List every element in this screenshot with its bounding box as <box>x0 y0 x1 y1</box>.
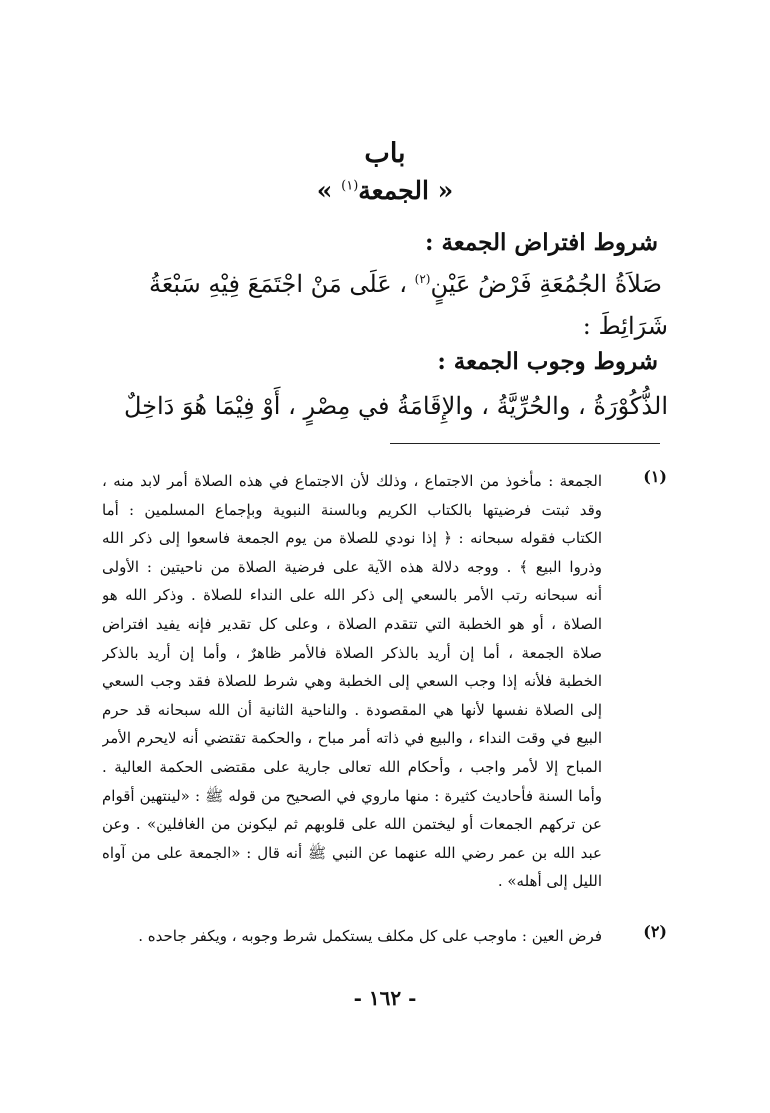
body-text: صَلاَةُ الجُمُعَةِ فَرْضُ عَيْنٍ <box>430 270 662 298</box>
footnote-line: صلاة الجمعة ، أما إن أريد بالذكر الصلاة فالأمر ظاهرٌ ، وأما إن أريد بالذكر <box>102 643 602 662</box>
body-line: شَرَائِطَ : <box>582 312 668 340</box>
footnote-line: المباح إلا لأمر واجب ، وأحكام الله تعالى جارية على مقتضى الحكمة العالية . <box>102 757 602 776</box>
footnote-separator <box>390 443 660 444</box>
footnote-line: فرض العين : ماوجب على كل مكلف يستكمل شرط وجوبه ، ويكفر جاحده . <box>138 927 602 945</box>
body-text: ، عَلَى مَنْ اجْتَمَعَ فِيْهِ سَبْعَةُ <box>148 270 415 298</box>
chapter-title <box>0 176 770 205</box>
footnote <box>102 922 667 952</box>
footnote-line: الليل إلى أهله» . <box>497 872 602 891</box>
footnote-number: (٢) <box>643 922 667 941</box>
footnote <box>102 467 667 917</box>
footnote-line: عن تركهم الجمعات أو ليختمن الله على قلوبهم ثم ليكونن من الغافلين» . وعن <box>102 815 602 834</box>
chapter-title-close: » <box>316 176 342 205</box>
footnote-line: عبد الله بن عمر رضي الله عنهما عن النبي ﷺ أنه قال : «الجمعة على من آواه <box>102 843 602 862</box>
footnote-line: أنه سبحانه رتب الأمر بالسعي إلى ذكر الله على النداء للصلاة . وذكر الله هو <box>102 586 602 605</box>
footnote-number: (١) <box>643 467 667 486</box>
footnote-line: وقد ثبتت فرضيتها بالكتاب الكريم وبالسنة النبوية وبإجماع المسلمين : أما <box>102 500 602 519</box>
footnote-line: الخطبة فلأنه إذا وجب السعي إلى الخطبة وهي شرط للصلاة فقد وجب السعي <box>102 672 602 691</box>
footnote-line: الصلاة ، أو هو الخطبة التي تتقدم الصلاة ، وعلى كل تقدير فإنه يفيد افتراض <box>102 614 602 633</box>
section-heading: شروط افتراض الجمعة : <box>424 229 658 256</box>
body-line <box>149 270 662 298</box>
footnote-marker: (١) <box>341 178 359 194</box>
footnote-line: وذروا البيع ﴾ . ووجه دلالة هذه الآية على فرضية الصلاة من ناحيتين : الأولى <box>102 557 602 576</box>
footnote-text <box>102 922 602 951</box>
footnote-line: الجمعة : مأخوذ من الاجتماع ، وذلك لأن الاجتماع في هذه الصلاة أمر لابد منه ، <box>102 472 602 490</box>
page-number: - ١٦٢ - <box>353 986 417 1010</box>
footnote-line: إلى الصلاة نفسها لأنها هي المقصودة . والناحية الثانية أن الله سبحانه قد حرم <box>102 700 602 719</box>
footnote-text <box>102 467 602 896</box>
footnote-line: وأما السنة فأحاديث كثيرة : منها ماروي في الصحيح من قوله ﷺ : «لينتهين أقوام <box>102 786 602 805</box>
footnote-line: البيع في وقت النداء ، والبيع في ذاته أمر مباح ، والحكمة تقتضي أنه لايحرم الأمر <box>102 729 602 748</box>
chapter-title-text: « الجمعة <box>358 176 454 205</box>
footnote-marker: (٢) <box>414 272 431 286</box>
section-heading: شروط وجوب الجمعة : <box>437 348 658 375</box>
chapter-label: باب <box>364 138 406 169</box>
body-line: الذُّكُوْرَةُ ، والحُرِّيَّةُ ، والإِقَامَةُ في مِصْرٍ ، أَوْ فِيْمَا هُوَ دَاخِلٌ <box>124 392 668 420</box>
footnote-line: الكتاب فقوله سبحانه : ﴿ إذا نودي للصلاة من يوم الجمعة فاسعوا إلى ذكر الله <box>102 529 602 548</box>
